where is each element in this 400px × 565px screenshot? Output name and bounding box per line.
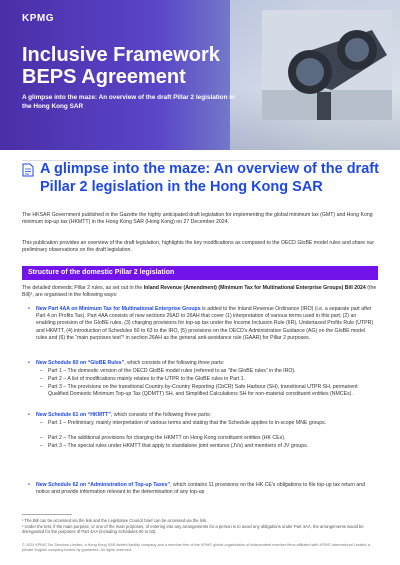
bullet-highlight: New Schedule 62 on “Administration of Top-up Taxes” [36,482,171,488]
bullet-text: , which consists of the following three parts: [110,412,212,418]
page-title: A glimpse into the maze: An overview of the draft Pillar 2 legislation in the Hong Kong SAR [40,161,379,195]
intro-paragraph-2: This publication provides an overview of the draft legislation, highlights the key modifications as compared to the OECD GloBE model rules and share our preliminary observations on the draft legislation. [22,240,375,254]
lead-bill-name: Inland Revenue (Amendment) (Minimum Tax for Multinational Enterprise Groups) Bill 2024 [143,285,366,291]
footnote-2: ² Under the test, if the main purpose, or one of the main purposes, of entering into any arrangements for a person is to avoid any obligations under Part 4AA, the arrangements would be disregarded for the purposes of Part 4AA (including Schedules 60 to 63). [22,524,364,535]
kpmg-logo: KPMG [22,13,54,24]
bullet-highlight: New Schedule 61 on “HKMTT” [36,412,111,418]
hero-title: Inclusive Framework BEPS Agreement [22,44,220,88]
bullet-dot: • [28,412,30,418]
lead-paragraph [22,285,378,299]
copyright-notice: © 2024 KPMG Tax Services Limited, a Hong Kong SAR limited liability company and a member firm of the KPMG global organisation of independent member firms affiliated with KPMG International Limited, a private English company limited by guarantee. All rights reserved. [22,543,371,552]
sub-item-text: Part 2 – A list of modifications mainly relates to the UTPR to the GloBE rules in Part 1. [48,376,245,382]
section-heading-bar [22,266,378,280]
footnote-1: ¹ The Bill can be accessed via the link and the Legislative Council brief can be accessed via the link. [22,518,208,523]
sub-item-text: Part 3 – The special rules under HKMTT that apply to standalone joint ventures (JVs) and members of JV groups. [48,443,309,449]
bullet-dot: • [28,360,30,366]
lead-pre: The detailed domestic Pillar 2 rules, as set out in the [22,285,144,291]
bullet-text: , which contains 11 provisions on the HK CE's obligations to file top-up tax return and notice and provide information relevant to the determination of any top-up [36,482,366,496]
bullet-dot: • [28,306,30,312]
bullet-highlight: New Schedule 60 on “GloBE Rules” [36,360,125,366]
bullet-highlight: New Part 4AA on Minimum Tax for Multinational Enterprise Groups [36,306,201,312]
intro-paragraph-1: The HKSAR Government published in the Gazette the highly anticipated draft legislation for implementing the global minimum tax (GMT) and Hong Kong minimum top-up tax (HKMTT) in the Hong Kong SAR (Hong Kong) on 27 December 2024. [22,212,373,226]
section-heading: Structure of the domestic Pillar 2 legislation [28,269,175,276]
binoculars-image [262,10,392,120]
bullet-text: , which consists of the following three parts: [124,360,225,366]
sub-item-text: Part 3 – The provisions on the transitional Country-by-Country Reporting (CbCR) Safe Harbour (SH), transitional UTPR SH, permanent Qualified Domestic Minimum Top-up Tax (QDMTT) SH, and Simplified Calculations SH for non-material constituent entities (NMCEs). [48,384,358,398]
document-icon [22,163,34,177]
footnote-rule [22,514,72,515]
sub-item-text: Part 1 – Preliminary, mainly interpretation of various terms and stating that the Schedule applies to in-scope MNE groups. [48,420,327,426]
sub-item-text: Part 1 – The domestic version of the OECD GloBE model rules (referred to as “the GloBE rules” in the IRO). [48,368,296,374]
bullet-text: is added to the Inland Revenue Ordinance (IRO) (i.e. a separate part after Part 4 on Profits Tax). Part 4AA consists of new sections 26AD to 26AH that cover (1) interpretation of various terms used in this part; (2) an enabling provision of the GloBE rules, (3) charging provisions for top-up tax under the Income Inclusion Rule (IIR), Undertaxed Profits Rule (UTPR) and HKMTT, (4) introduction of Schedules 60 to 63 to the IRO, (5) provisions on the OECD's Administrative Guidance (AG) on the GloBE model rules and (6) the “main purposes test”² in section 26AH as the general anti-avoidance rule (GAAR) for Pillar 2 purposes. [36,306,374,341]
bullet-dot: • [28,482,30,488]
sub-item-text: Part 2 – The additional provisions for charging the HKMTT on Hong Kong constituent entities (HK CEs). [48,435,286,441]
lead-post: (the Bill)¹, are organised in the following ways: [22,285,377,299]
hero-subtitle: A glimpse into the maze: An overview of the draft Pillar 2 legislation in the Hong Kong SAR [22,94,235,110]
hero-banner [0,0,400,150]
